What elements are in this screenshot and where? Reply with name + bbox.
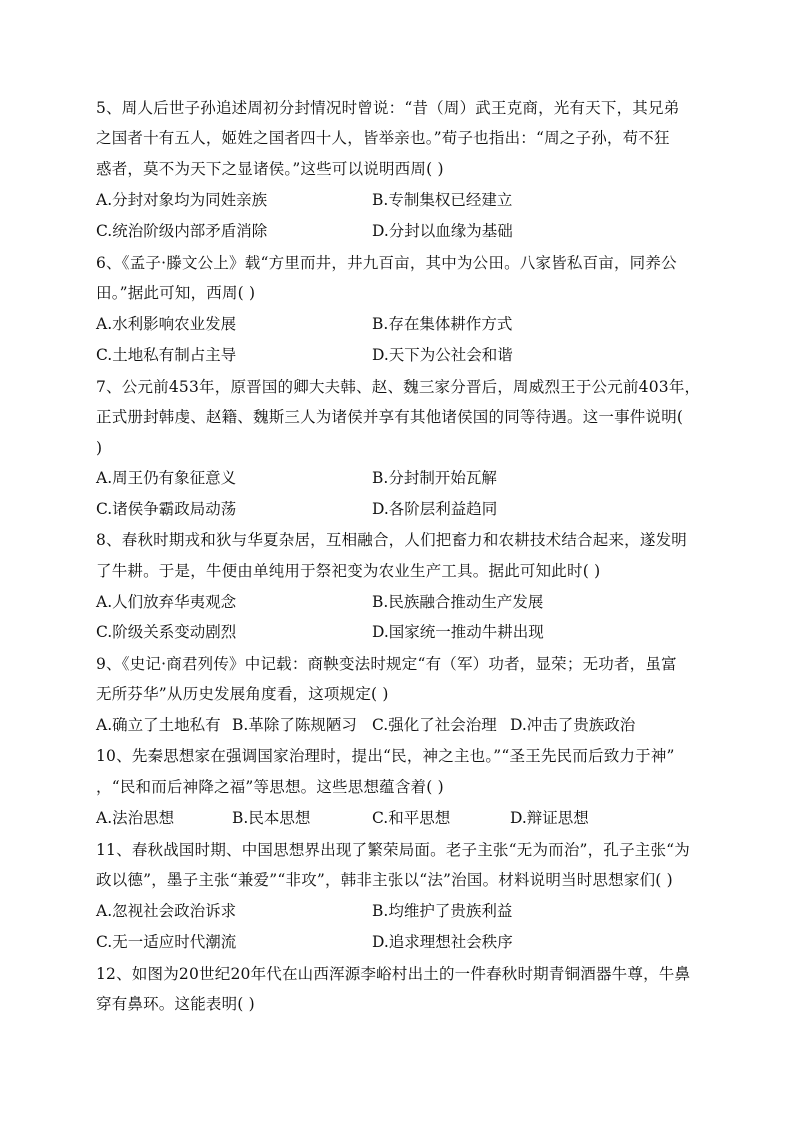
question-5-option-c: C.统治阶级内部矛盾消除 [96,222,268,240]
question-9-stem-line-1: 9、《史记·商君列传》中记载：商鞅变法时规定“有（军）功者，显荣；无功者，虽富 [96,655,677,673]
question-11-stem-line-1: 11、春秋战国时期、中国思想界出现了繁荣局面。老子主张“无为而治”，孔子主张“为 [96,841,690,859]
question-6-option-a: A.水利影响农业发展 [96,315,237,333]
question-6-option-c: C.土地私有制占主导 [96,346,237,364]
question-5-stem-line-2: 之国者十有五人，姬姓之国者四十人，皆举亲也。”荀子也指出：“周之子孙，苟不狂 [96,129,670,147]
question-8-option-a: A.人们放弃华夷观念 [96,593,237,611]
question-5-option-a: A.分封对象均为同姓亲族 [96,191,268,209]
question-10-stem-line-2: ，“民和而后神降之福”等思想。这些思想蕴含着( ) [96,778,444,796]
question-11-option-c: C.无一适应时代潮流 [96,933,237,951]
question-9-option-c: C.强化了社会治理 [372,716,497,734]
question-7-option-c: C.诸侯争霸政局动荡 [96,500,237,518]
question-8-option-b: B.民族融合推动生产发展 [372,593,544,611]
question-8-stem-line-2: 了牛耕。于是，牛便由单纯用于祭祀变为农业生产工具。据此可知此时( ) [96,562,601,580]
question-9-stem-line-2: 无所芬华”从历史发展角度看，这项规定( ) [96,685,389,703]
question-8-option-d: D.国家统一推动牛耕出现 [372,623,544,641]
question-9-option-a: A.确立了土地私有 [96,716,221,734]
question-5-option-b: B.专制集权已经建立 [372,191,513,209]
question-11-option-a: A.忽视社会政治诉求 [96,902,237,920]
question-12-stem-line-2: 穿有鼻环。这能表明( ) [96,995,255,1013]
question-6-option-b: B.存在集体耕作方式 [372,315,513,333]
question-7-option-a: A.周王仍有象征意义 [96,469,237,487]
question-7-stem-line-1: 7、公元前453年，原晋国的卿大夫韩、赵、魏三家分晋后，周威烈王于公元前403年， [96,378,701,396]
question-7-option-d: D.各阶层利益趋同 [372,500,498,518]
question-6-stem-line-1: 6、《孟子·滕文公上》载“方里而井，井九百亩，其中为公田。八家皆私百亩，同养公 [96,254,677,272]
question-11-stem-line-2: 政以德”，墨子主张“兼爱”“非攻”，韩非主张以“法”治国。材料说明当时思想家们( ) [96,871,673,889]
question-9-option-d: D.冲击了贵族政治 [510,716,636,734]
question-5-stem-line-1: 5、周人后世子孙追述周初分封情况时曾说：“昔（周）武王克商，光有天下，其兄弟 [96,99,680,117]
question-7-stem-line-3: ) [96,439,103,457]
question-10-option-d: D.辩证思想 [510,809,589,827]
question-9-option-b: B.革除了陈规陋习 [232,716,357,734]
question-6-option-d: D.天下为公社会和谐 [372,346,513,364]
question-10-option-c: C.和平思想 [372,809,451,827]
question-10-stem-line-1: 10、先秦思想家在强调国家治理时，提出“民，神之主也。”“圣王先民而后致力于神” [96,747,675,765]
question-6-stem-line-2: 田。”据此可知，西周( ) [96,284,256,302]
question-7-stem-line-2: 正式册封韩虔、赵籍、魏斯三人为诸侯并享有其他诸侯国的同等待遇。这一事件说明( [96,408,684,426]
question-8-stem-line-1: 8、春秋时期戎和狄与华夏杂居，互相融合，人们把畜力和农耕技术结合起来，遂发明 [96,531,687,549]
question-5-stem-line-3: 惑者，莫不为天下之显诸侯。”这些可以说明西周( ) [96,160,444,178]
question-10-option-b: B.民本思想 [232,809,311,827]
question-11-option-b: B.均维护了贵族利益 [372,902,513,920]
question-12-stem-line-1: 12、如图为20世纪20年代在山西浑源李峪村出土的一件春秋时期青铜酒器牛尊，牛鼻 [96,965,691,983]
question-10-option-a: A.法治思想 [96,809,175,827]
question-5-option-d: D.分封以血缘为基础 [372,222,513,240]
question-7-option-b: B.分封制开始瓦解 [372,469,497,487]
question-11-option-d: D.追求理想社会秩序 [372,933,513,951]
question-8-option-c: C.阶级关系变动剧烈 [96,623,237,641]
